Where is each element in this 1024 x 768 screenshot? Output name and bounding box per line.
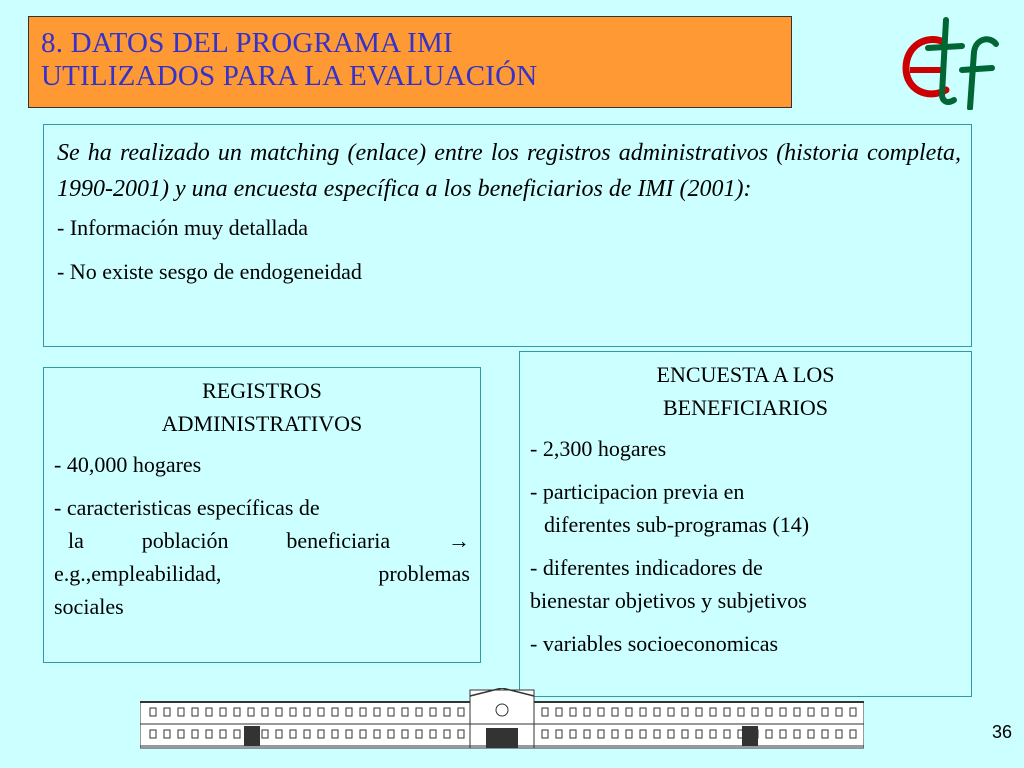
registros-title: REGISTROS ADMINISTRATIVOS bbox=[161, 378, 363, 436]
slide-title bbox=[28, 16, 792, 108]
intro-text: Se ha realizado un matching (enlace) entre los registros administrativos (historia completa, 1990-2001) y una encuesta específica a los beneficiarios de IMI (2001): bbox=[57, 140, 961, 202]
title-line-1: 8. DATOS DEL PROGRAMA IMI bbox=[41, 27, 453, 59]
registros-box bbox=[43, 367, 481, 663]
intro-box bbox=[43, 124, 972, 347]
title-line-2: UTILIZADOS PARA LA EVALUACIÓN bbox=[41, 60, 538, 92]
intro-bullet-2: - No existe sesgo de endogeneidad bbox=[57, 259, 362, 284]
encuesta-item-participation: - participacion previa en diferentes sub-programas (14) bbox=[530, 479, 810, 537]
encuesta-title: ENCUESTA A LOS BENEFICIARIOS bbox=[656, 362, 835, 420]
encuesta-box bbox=[519, 351, 972, 697]
page-number: 36 bbox=[991, 722, 1012, 742]
university-building-icon bbox=[140, 688, 864, 750]
registros-item-households: - 40,000 hogares bbox=[54, 452, 202, 477]
intro-bullet-1: - Información muy detallada bbox=[57, 215, 309, 240]
encuesta-item-indicators: - diferentes indicadores de bienestar objetivos y subjetivos bbox=[530, 555, 807, 613]
cef-logo-icon bbox=[896, 14, 1008, 110]
registros-item-characteristics: - caracteristicas específicas de la población beneficiaria → e.g.,empleabilidad, problemas sociales bbox=[54, 495, 470, 619]
encuesta-item-households: - 2,300 hogares bbox=[530, 436, 667, 461]
encuesta-item-socioeconomic: - variables socioeconomicas bbox=[530, 631, 779, 656]
